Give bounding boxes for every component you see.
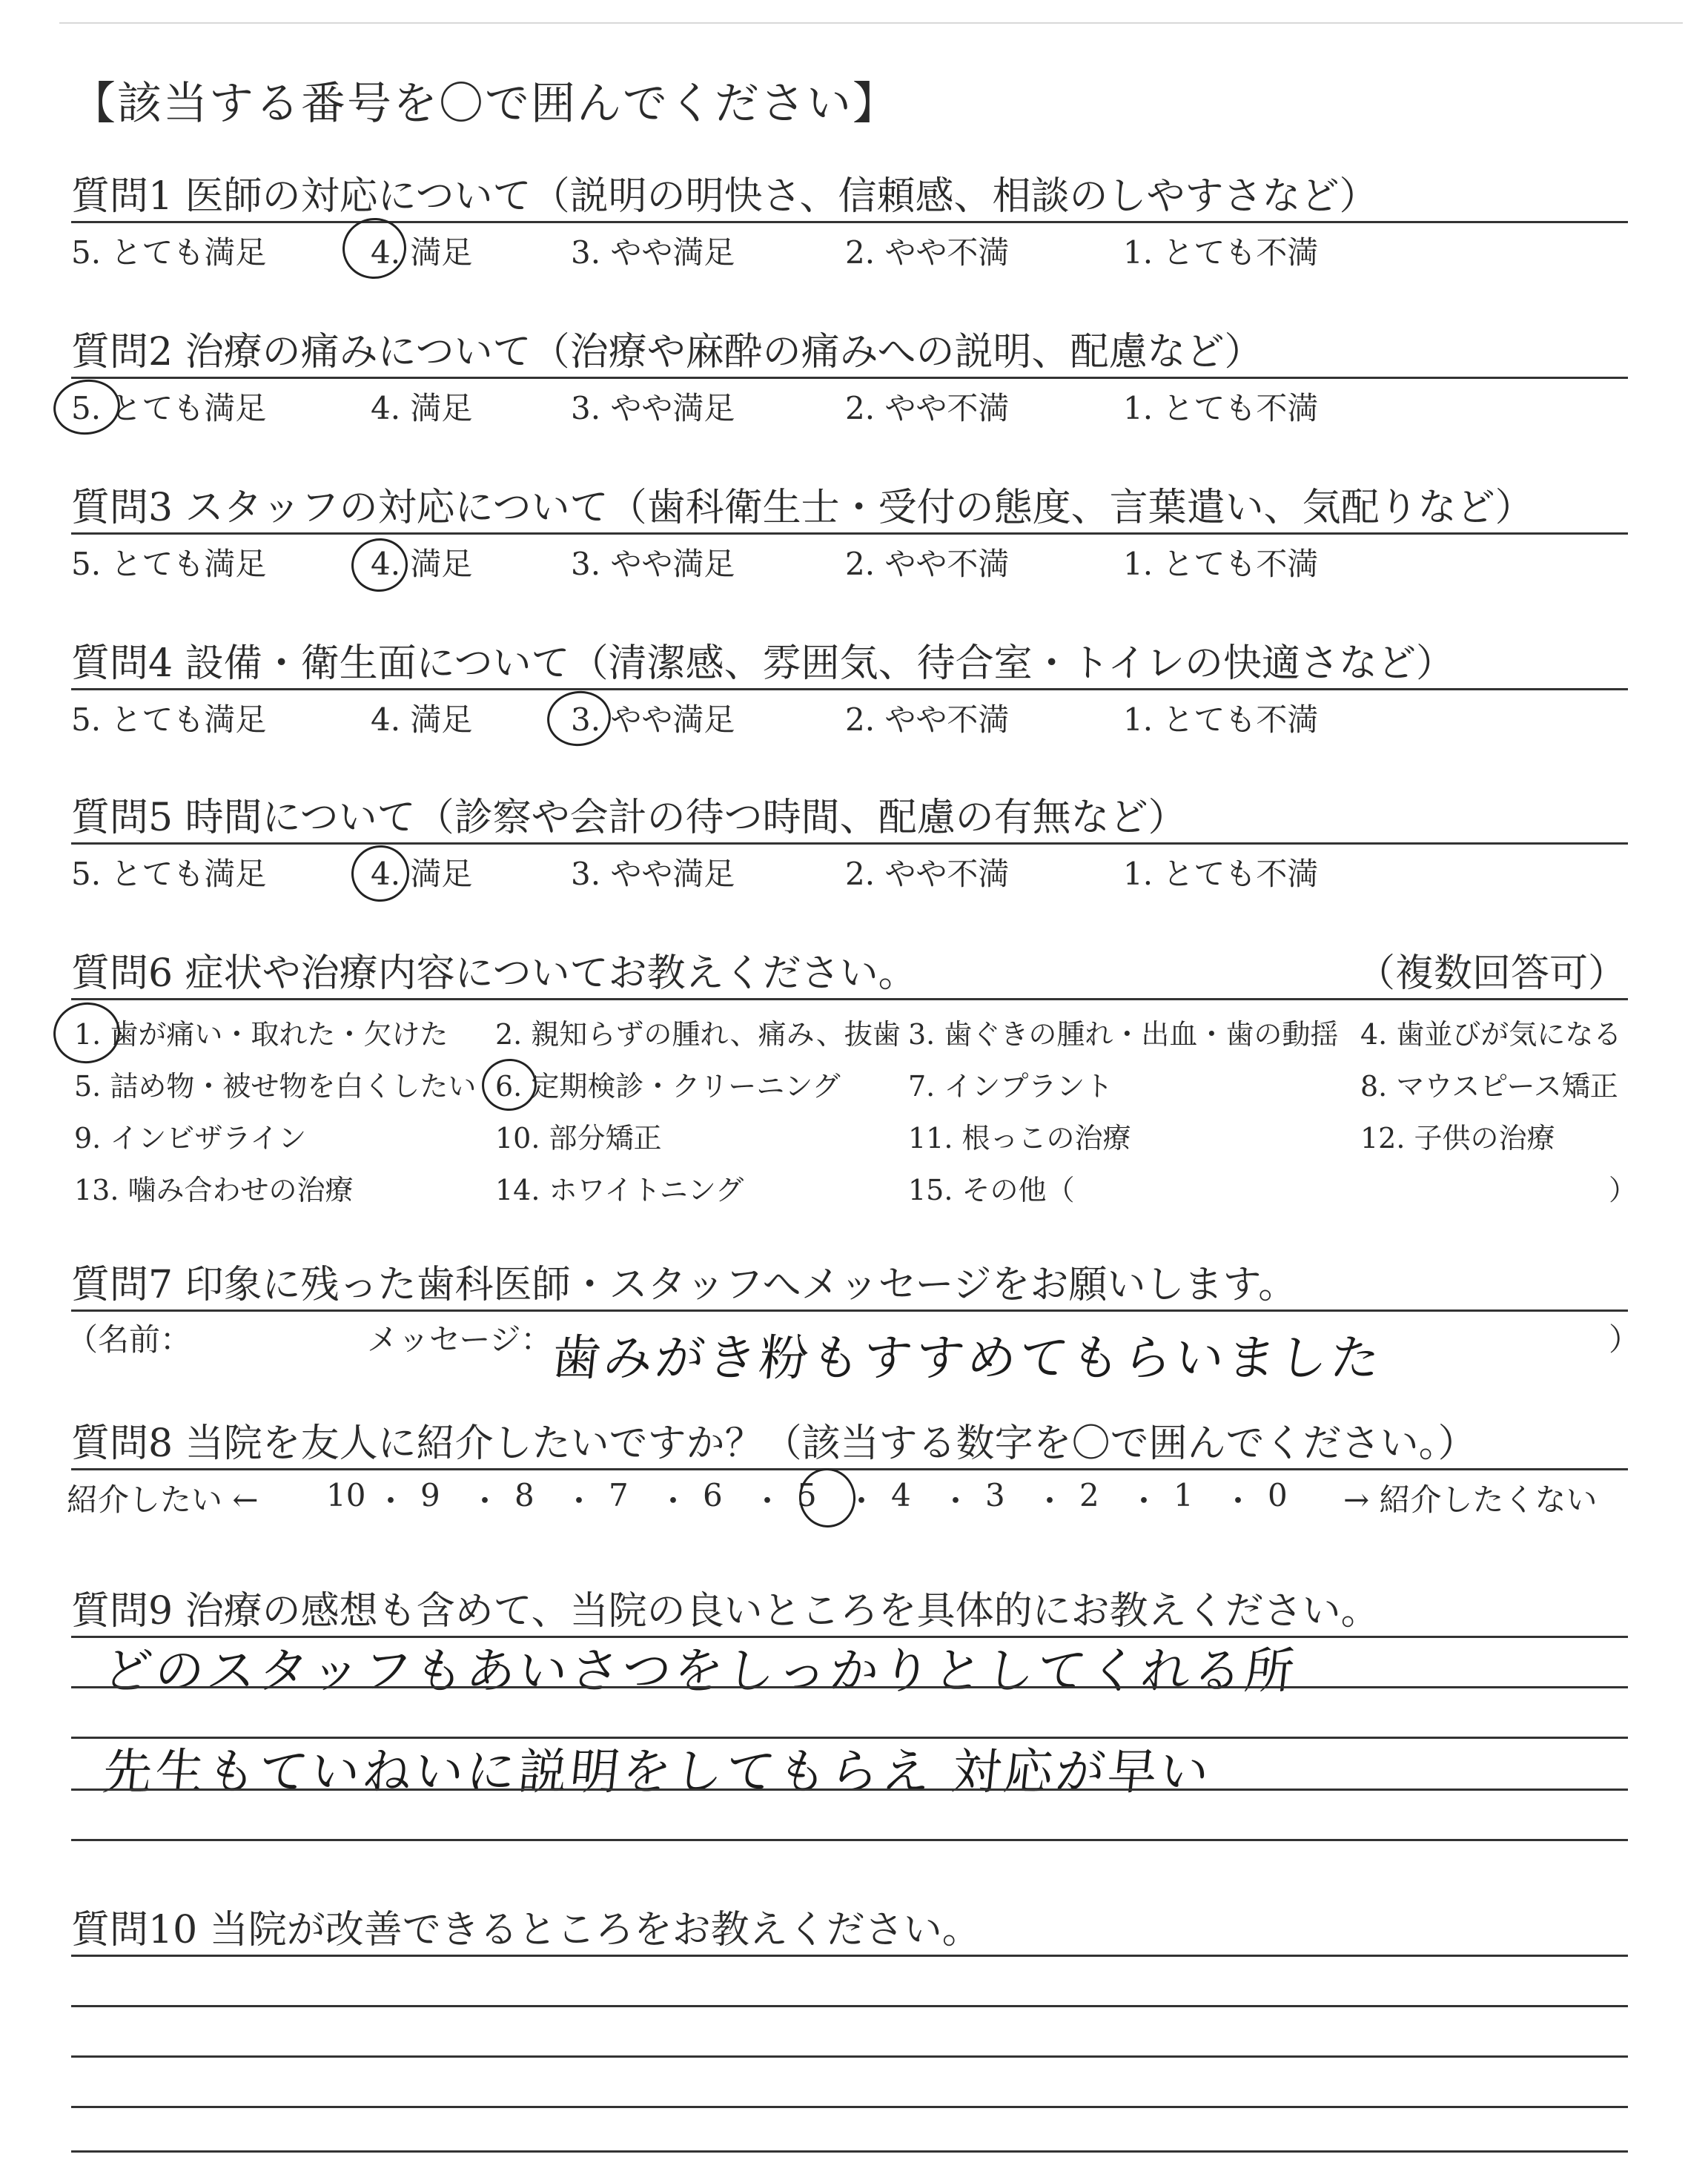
q6-option-4[interactable]: 4. 歯並びが気になる	[1360, 1018, 1622, 1051]
q10-line-2	[71, 2055, 1628, 2058]
q7-name-label: （名前：	[67, 1321, 192, 1358]
q6-selected-circle-1	[50, 998, 125, 1068]
q8-separator-dot: ・	[846, 1483, 878, 1519]
q6-option-9[interactable]: 9. インビザライン	[74, 1122, 307, 1155]
q4-option-5[interactable]: 5. とても満足	[71, 701, 267, 738]
q6-option-2[interactable]: 2. 親知らずの腫れ、痛み、抜歯	[495, 1018, 901, 1051]
q6-option-6[interactable]: 6. 定期検診・クリーニング	[495, 1070, 841, 1103]
question-1-rule	[71, 221, 1628, 223]
question-4-rule	[71, 688, 1628, 690]
q9-answer-line-2: 先生もていねいに説明をしてもらえ 対応が早い	[100, 1743, 1215, 1800]
q7-message-label: メッセージ：	[367, 1321, 552, 1358]
q6-option-14[interactable]: 14. ホワイトニング	[495, 1174, 744, 1206]
q4-option-2[interactable]: 2. やや不満	[845, 701, 1010, 738]
q3-option-4[interactable]: 4. 満足	[371, 546, 473, 582]
q8-number-5[interactable]: 5	[797, 1477, 817, 1513]
q8-number-8[interactable]: 8	[514, 1477, 534, 1513]
q1-option-4[interactable]: 4. 満足	[371, 234, 473, 271]
q6-option-1[interactable]: 1. 歯が痛い・取れた・欠けた	[74, 1018, 448, 1051]
q9-line-3	[71, 1789, 1628, 1791]
q10-line-4	[71, 2150, 1628, 2153]
q6-option-8[interactable]: 8. マウスピース矯正	[1360, 1070, 1618, 1103]
q7-close-paren: ）	[1609, 1321, 1641, 1358]
q8-separator-dot: ・	[1222, 1483, 1254, 1519]
q9-line-4	[71, 1839, 1628, 1841]
q8-number-9[interactable]: 9	[420, 1477, 440, 1513]
q3-option-5[interactable]: 5. とても満足	[71, 546, 267, 582]
q8-number-10[interactable]: 10	[326, 1477, 366, 1513]
question-3-rule	[71, 532, 1628, 535]
q8-left-label: 紹介したい ←	[67, 1482, 259, 1518]
q5-option-4[interactable]: 4. 満足	[371, 856, 473, 892]
q8-number-0[interactable]: 0	[1268, 1477, 1288, 1513]
q5-option-5[interactable]: 5. とても満足	[71, 856, 267, 892]
question-9-title: 質問9 治療の感想も含めて、当院の良いところを具体的にお教えください。	[71, 1589, 1380, 1634]
q6-option-15-other[interactable]: 15. その他（	[908, 1174, 1075, 1206]
q1-option-3[interactable]: 3. やや満足	[571, 234, 735, 271]
q9-answer-line-1: どのスタッフもあいさつをしっかりとしてくれる所	[100, 1642, 1300, 1700]
q6-option-12[interactable]: 12. 子供の治療	[1360, 1122, 1555, 1155]
question-6-title: 質問6 症状や治療内容についてお教えください。	[71, 951, 917, 996]
q6-option-11[interactable]: 11. 根っこの治療	[908, 1122, 1131, 1155]
question-3-title: 質問3 スタッフの対応について（歯科衛生士・受付の態度、言葉遣い、気配りなど）	[71, 486, 1534, 530]
q6-option-10[interactable]: 10. 部分矯正	[495, 1122, 662, 1155]
question-6-note: （複数回答可）	[1357, 951, 1627, 996]
question-5-title: 質問5 時間について（診察や会計の待つ時間、配慮の有無など）	[71, 796, 1187, 840]
q1-option-2[interactable]: 2. やや不満	[845, 234, 1010, 271]
question-4-title: 質問4 設備・衛生面について（清潔感、雰囲気、待合室・トイレの快適さなど）	[71, 641, 1454, 686]
q2-option-1[interactable]: 1. とても不満	[1123, 390, 1319, 426]
question-8-title: 質問8 当院を友人に紹介したいですか？（該当する数字を〇で囲んでください。）	[71, 1421, 1477, 1466]
q8-separator-dot: ・	[658, 1483, 689, 1519]
q6-option-3[interactable]: 3. 歯ぐきの腫れ・出血・歯の動揺	[908, 1018, 1339, 1051]
q5-option-3[interactable]: 3. やや満足	[571, 856, 735, 892]
q1-option-5[interactable]: 5. とても満足	[71, 234, 267, 271]
question-2-rule	[71, 377, 1628, 379]
q2-option-2[interactable]: 2. やや不満	[845, 390, 1010, 426]
q2-option-4[interactable]: 4. 満足	[371, 390, 473, 426]
q2-option-5[interactable]: 5. とても満足	[71, 390, 267, 426]
question-2-title: 質問2 治療の痛みについて（治療や麻酔の痛みへの説明、配慮など）	[71, 330, 1263, 374]
q4-option-1[interactable]: 1. とても不満	[1123, 701, 1319, 738]
q5-option-1[interactable]: 1. とても不満	[1123, 856, 1319, 892]
q8-number-1[interactable]: 1	[1174, 1477, 1194, 1513]
q8-separator-dot: ・	[940, 1483, 972, 1519]
q10-line-1	[71, 2005, 1628, 2007]
page-title: 【該当する番号を〇で囲んでください】	[71, 78, 898, 130]
question-8-rule	[71, 1468, 1628, 1470]
q8-number-6[interactable]: 6	[703, 1477, 723, 1513]
q8-right-label: → 紹介したくない	[1343, 1482, 1598, 1518]
q8-separator-dot: ・	[469, 1483, 501, 1519]
q10-line-3	[71, 2106, 1628, 2108]
q8-number-7[interactable]: 7	[609, 1477, 629, 1513]
question-7-title: 質問7 印象に残った歯科医師・スタッフへメッセージをお願いします。	[71, 1263, 1297, 1307]
q1-option-1[interactable]: 1. とても不満	[1123, 234, 1319, 271]
q8-number-3[interactable]: 3	[985, 1477, 1005, 1513]
question-6-rule	[71, 998, 1628, 1000]
q7-message-handwriting: 歯みがき粉もすすめてもらいました	[549, 1330, 1386, 1387]
q3-option-2[interactable]: 2. やや不満	[845, 546, 1010, 582]
q6-option-5[interactable]: 5. 詰め物・被せ物を白くしたい	[74, 1070, 477, 1103]
q5-option-2[interactable]: 2. やや不満	[845, 856, 1010, 892]
q4-option-4[interactable]: 4. 満足	[371, 701, 473, 738]
q6-option-13[interactable]: 13. 噛み合わせの治療	[74, 1174, 354, 1206]
q9-line-1	[71, 1686, 1628, 1688]
question-10-rule	[71, 1955, 1628, 1957]
q8-number-2[interactable]: 2	[1079, 1477, 1099, 1513]
q4-option-3[interactable]: 3. やや満足	[571, 701, 735, 738]
question-10-title: 質問10 当院が改善できるところをお教えください。	[71, 1908, 981, 1952]
q8-separator-dot: ・	[1128, 1483, 1160, 1519]
q8-separator-dot: ・	[752, 1483, 784, 1519]
q2-option-3[interactable]: 3. やや満足	[571, 390, 735, 426]
q8-separator-dot: ・	[1034, 1483, 1066, 1519]
q8-separator-dot: ・	[563, 1483, 595, 1519]
q8-separator-dot: ・	[375, 1483, 407, 1519]
question-5-rule	[71, 842, 1628, 845]
q3-option-1[interactable]: 1. とても不満	[1123, 546, 1319, 582]
q6-option-7[interactable]: 7. インプラント	[908, 1070, 1113, 1103]
q3-option-3[interactable]: 3. やや満足	[571, 546, 735, 582]
q8-number-4[interactable]: 4	[891, 1477, 911, 1513]
q6-other-close-paren: ）	[1609, 1174, 1638, 1206]
page-top-edge	[59, 22, 1683, 24]
question-7-rule	[71, 1309, 1628, 1312]
question-1-title: 質問1 医師の対応について（説明の明快さ、信頼感、相談のしやすさなど）	[71, 174, 1378, 219]
